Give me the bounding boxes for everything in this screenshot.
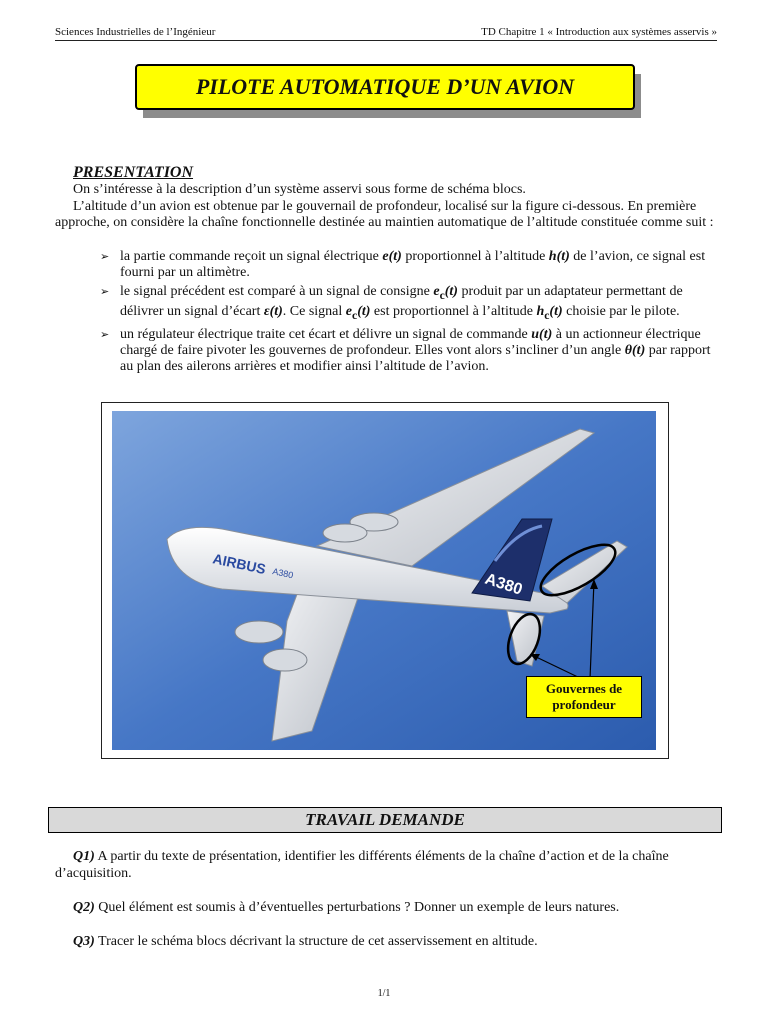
presentation-bullets (100, 249, 715, 378)
page-header (55, 26, 717, 41)
work-heading: TRAVAIL DEMANDE (48, 807, 722, 833)
question-1: Q1) A partir du texte de présentation, identifier les différents éléments de la chaîne d’action et de la chaîne d’acquisition. (55, 849, 669, 881)
elevator-callout (526, 676, 642, 718)
bullet-item-2: ➢ le signal précédent est comparé à un signal de consigne $e_c(t)$ produit par un adaptateur permettant de délivrer un signal d’écart ε(t). Ce signal $e_c(t)$ est proportionnel à l’altitude $h_c(t)$ choisie par le pilote. (100, 284, 715, 324)
header-left: Sciences Industrielles de l’Ingénieur (55, 26, 216, 38)
callout-line1: Gouvernes de (545, 681, 623, 696)
callout-line2: profondeur (552, 697, 616, 712)
bullet-item-3: ➢ un régulateur électrique traite cet écart et délivre un signal de commande u(t) à un actionneur électrique chargé de faire pivoter les gouvernes de profondeur. Elles vont alors s’incliner d’un angle θ(t) par rapport au plan des ailerons arrières et modifier ainsi l’altitude de l’avion. (100, 327, 715, 375)
fuselage-text: AIRBUS (211, 550, 268, 578)
page-number: 1/1 (377, 988, 391, 999)
tail-text: A380 (482, 570, 525, 599)
header-right: TD Chapitre 1 « Introduction aux systèmes asservis » (481, 26, 717, 38)
presentation-heading: PRESENTATION (73, 164, 194, 181)
question-3: Q3) Tracer le schéma blocs décrivant la structure de cet asservissement en altitude. (73, 934, 538, 949)
presentation-intro: On s’intéresse à la description d’un système asservi sous forme de schéma blocs. (73, 182, 526, 197)
question-2: Q2) Quel élément est soumis à d’éventuelles perturbations ? Donner un exemple de leurs natures. (73, 900, 620, 915)
model-text: A380 (271, 566, 295, 581)
page-title: PILOTE AUTOMATIQUE D’UN AVION (135, 64, 635, 110)
presentation-paragraph: L’altitude d’un avion est obtenue par le gouvernail de profondeur, localisé sur la figure ci-dessous. En première approche, on considère la chaîne fonctionnelle destinée au maintien automatique de l’altitude constituée comme suit : (55, 199, 714, 230)
bullet-item-1: ➢ la partie commande reçoit un signal électrique e(t) proportionnel à l’altitude h(t) de l’avion, ce signal est fourni par un altimètre. (100, 249, 715, 281)
